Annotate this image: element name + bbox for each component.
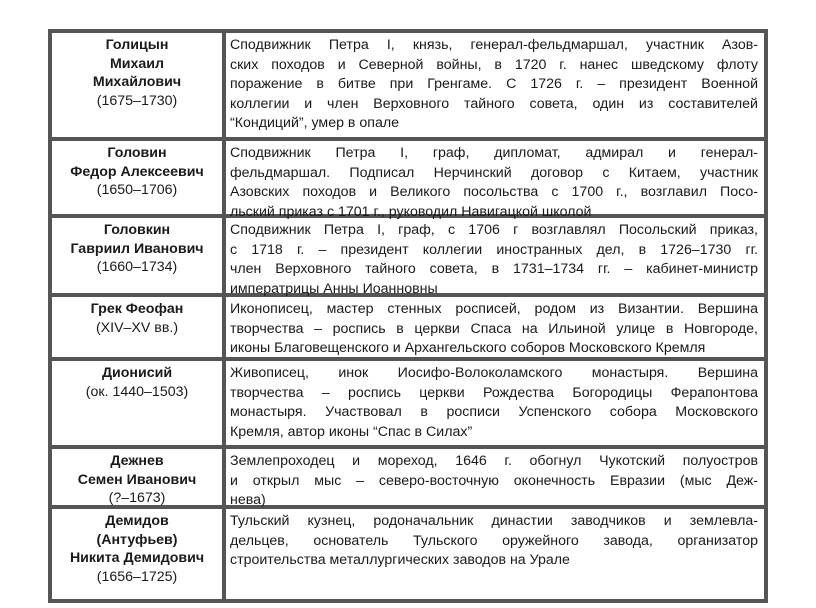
- description-line: нева): [230, 492, 266, 509]
- person-name: Никита Демидович: [69, 550, 205, 567]
- description-line: творчества – роспись церкви Рождества Богородицы Ферапонтова: [230, 384, 758, 401]
- description-line: творчества – роспись в церкви Спаса на Ильиной улице в Новгороде,: [230, 320, 758, 337]
- person-name: Голицын: [105, 37, 169, 53]
- life-dates: (ок. 1440–1503): [85, 383, 189, 400]
- description-line: коллегии и член Верховного тайного совета, один из составителей: [230, 95, 758, 112]
- table-row: [52, 218, 764, 297]
- life-dates: (XIV–XV вв.): [95, 319, 179, 336]
- person-name-cell: [52, 33, 226, 137]
- person-name-cell: [52, 361, 226, 445]
- description-line: член Верховного тайного совета, в 1731–1734 гг. – кабинет-министр: [230, 261, 758, 278]
- description-line: Землепроходец и мореход, 1646 г. обогнул Чукотский полуостров: [230, 453, 758, 469]
- description-line: иконы Благовещенского и Архангельского соборов Московского Кремля: [230, 340, 706, 357]
- life-dates: (1660–1734): [96, 259, 178, 276]
- description-line: и открыл мыс – северо-восточную оконечность Евразии (мыс Деж-: [230, 472, 758, 489]
- description-line: Иконописец, мастер стенных росписей, родом из Византии. Вершина: [230, 301, 758, 317]
- description-line: монастыря. Участвовал в росписи Успенского собора Московского: [230, 404, 758, 421]
- person-name: Семен Иванович: [77, 471, 197, 488]
- person-name: Головин: [107, 145, 167, 161]
- table-row: [52, 33, 764, 141]
- description-line: “Кондиций”, умер в опале: [230, 115, 400, 132]
- description-line: Сподвижник Петра I, князь, генерал-фельдмаршал, участник Азов-: [230, 37, 758, 53]
- description-line: ских походов и Северной войны, в 1720 г. нанес шведскому флоту: [230, 56, 758, 73]
- life-dates: (1675–1730): [96, 92, 178, 109]
- description-line: поражение в битве при Гренгаме. С 1726 г. – президент Военной: [230, 76, 758, 93]
- person-description: [226, 297, 764, 359]
- person-name: Михайлович: [92, 74, 182, 91]
- biography-table: [48, 29, 768, 603]
- person-description: [226, 33, 764, 137]
- person-name: Федор Алексеевич: [70, 163, 204, 180]
- person-name: Дежнев: [110, 453, 164, 469]
- description-line: дельцев, основатель Тульского оружейного завода, организатор: [230, 532, 758, 549]
- table-row: [52, 361, 764, 449]
- person-name-cell: [52, 141, 226, 222]
- description-line: с 1718 г. – президент коллегии иностранных дел, в 1726–1730 гг.: [230, 241, 758, 258]
- table-row: [52, 297, 764, 361]
- person-name-cell: [52, 218, 226, 299]
- description-line: строительства металлургических заводов на Урале: [230, 552, 570, 569]
- table-row: [52, 141, 764, 218]
- person-name: Демидов: [105, 513, 169, 529]
- person-description: [226, 218, 764, 299]
- table-row: [52, 509, 764, 599]
- person-description: [226, 509, 764, 599]
- person-name: (Антуфьев): [96, 531, 178, 548]
- person-name-cell: [52, 509, 226, 599]
- person-name: Головкин: [103, 222, 171, 238]
- person-name: Гавриил Иванович: [70, 240, 204, 257]
- life-dates: (1656–1725): [96, 568, 178, 585]
- description-line: императрицы Анны Иоанновны: [230, 280, 438, 297]
- description-line: Кремля, автор иконы “Спас в Силах”: [230, 423, 473, 440]
- person-description: [226, 361, 764, 445]
- description-line: льский приказ с 1701 г., руководил Навигацкой школой: [230, 203, 592, 220]
- table-row: [52, 449, 764, 509]
- life-dates: (?–1673): [108, 490, 166, 507]
- description-line: Сподвижник Петра I, граф, дипломат, адмирал и генерал-: [230, 145, 758, 161]
- description-line: фельдмаршал. Подписал Нерчинский договор с Китаем, участник: [230, 164, 758, 181]
- person-name: Михаил: [109, 55, 165, 72]
- person-description: [226, 449, 764, 511]
- description-line: Азовских походов и Великого посольства с 1700 г., возглавил Посо-: [230, 184, 758, 201]
- person-description: [226, 141, 764, 222]
- life-dates: (1650–1706): [96, 182, 178, 199]
- person-name-cell: [52, 297, 226, 359]
- person-name: Дионисий: [101, 365, 173, 381]
- description-line: Сподвижник Петра I, граф, с 1706 г возглавлял Посольский приказ,: [230, 222, 758, 238]
- description-line: Живописец, инок Иосифо-Волоколамского монастыря. Вершина: [230, 365, 758, 381]
- person-name: Грек Феофан: [90, 301, 184, 317]
- person-name-cell: [52, 449, 226, 511]
- description-line: Тульский кузнец, родоначальник династии заводчиков и землевла-: [230, 513, 758, 529]
